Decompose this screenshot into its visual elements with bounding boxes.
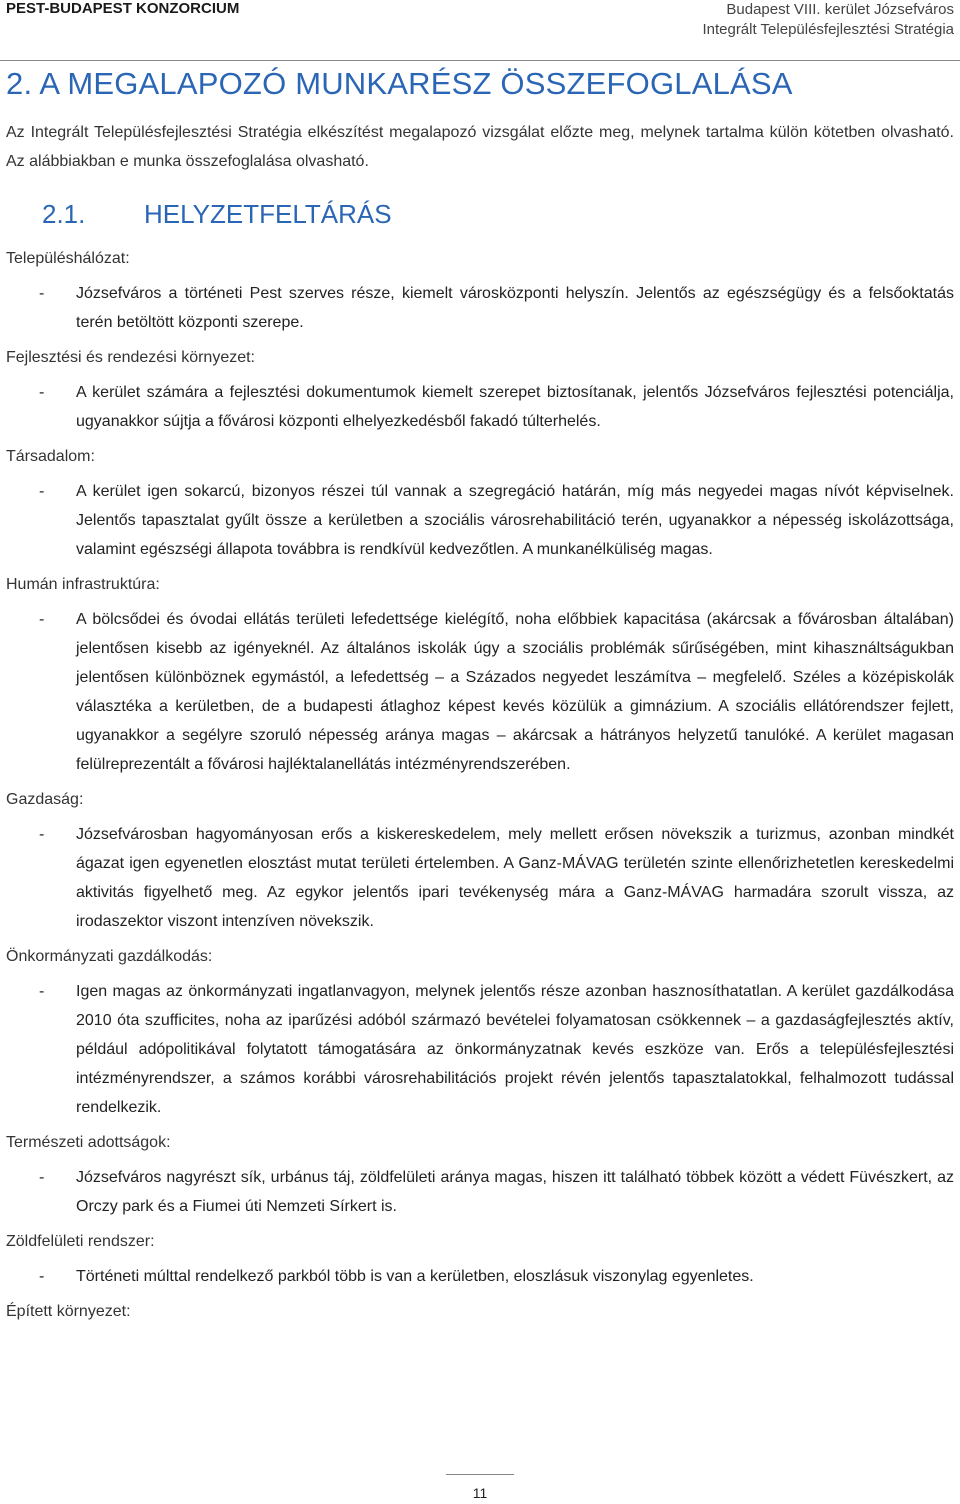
- section-bullet: [6, 378, 954, 436]
- section-label: Társadalom:: [6, 448, 95, 465]
- bullet-dash: -: [39, 285, 45, 302]
- bullet-text: Józsefvárosban hagyományosan erős a kiskereskedelem, mely mellett erősen növekszik a turizmus, azonban mindkét ágazat igen egyenetlen elosztást mutat területi értelemben. A Ganz-MÁVAG területén szinte ellenőrizhetetlen kereskedelmi aktivitás figyelhető meg. Az egykor jelentős ipari tevékenység mára a Ganz-MÁVAG harmadára szorult vissza, az irodaszektor viszont intenzíven növekszik.: [76, 826, 954, 930]
- header-document-info: [702, 0, 954, 40]
- section-label: Önkormányzati gazdálkodás:: [6, 948, 213, 965]
- bullet-dash: -: [39, 384, 45, 401]
- subsection-number: 2.1.: [42, 199, 86, 229]
- page-number: 11: [472, 1485, 488, 1501]
- bullet-dash: -: [39, 1169, 45, 1186]
- intro-paragraph: Az Integrált Településfejlesztési Stratégia elkészítést megalapozó vizsgálat előzte meg, melynek tartalma külön kötetben olvasható. Az alábbiakban e munka összefoglalása olvasható.: [6, 124, 954, 170]
- section-bullet: [6, 605, 954, 779]
- section-label: Gazdaság:: [6, 791, 84, 808]
- section-label: Zöldfelületi rendszer:: [6, 1233, 155, 1250]
- header-district: Budapest VIII. kerület Józsefváros: [726, 1, 954, 18]
- subsection-heading: [42, 199, 392, 230]
- section-list: [6, 244, 954, 1332]
- bullet-text: A bölcsődei és óvodai ellátás területi lefedettsége kielégítő, noha előbbiek kapacitása (akárcsak a fővárosban általában) jelentősen kisebb az igényeknél. Az általános iskolák úgy a szociális problémák sűrűségében, mint kihasználtságukban jelentősen különböznek egymástól, a lefedettség – a Százados negyedet leszámítva – megfelelő. Széles a középiskolák választéka a kerületben, de a budapesti átlaghoz képest kevés közülük a gimnázium. A szociális ellátórendszer fejlett, ugyanakkor a segélyre szoruló népesség aránya magas – akárcsak a hátrányos helyzetű tanulóké. A kerület magasan felülreprezentált a fővárosi hajléktalanellátás intézményrendszerében.: [76, 611, 954, 773]
- bullet-dash: -: [39, 611, 45, 628]
- section-label: Épített környezet:: [6, 1303, 131, 1320]
- bullet-text: Igen magas az önkormányzati ingatlanvagyon, melynek jelentős része azonban hasznosíthatatlan. A kerület gazdálkodása 2010 óta szufficites, noha az iparűzési adóból származó bevételei folyamatosan csökkennek – a gazdaságfejlesztés aktív, például adópolitikával folytatott támogatására az önkormányzatnak kevés eszköze van. Erős a településfejlesztési intézményrendszer, a számos korábbi városrehabilitációs projekt révén jelentős tapasztalatokkal, felhalmozott tudással rendelkezik.: [76, 983, 954, 1116]
- bullet-text: Józsefváros nagyrészt sík, urbánus táj, zöldfelületi aránya magas, hiszen itt található többek között a védett Füvészkert, az Orczy park és a Fiumei úti Nemzeti Sírkert is.: [76, 1169, 954, 1215]
- section-bullet: [6, 820, 954, 936]
- header-divider: [0, 60, 960, 61]
- bullet-dash: -: [39, 983, 45, 1000]
- section-bullet: [6, 279, 954, 337]
- section-bullet: [6, 477, 954, 564]
- section-bullet: [6, 977, 954, 1122]
- header-strategy: Integrált Településfejlesztési Stratégia: [702, 21, 954, 38]
- section-label: Településhálózat:: [6, 250, 130, 267]
- bullet-dash: -: [39, 1268, 45, 1285]
- bullet-dash: -: [39, 826, 45, 843]
- bullet-text: A kerület igen sokarcú, bizonyos részei túl vannak a szegregáció határán, míg más negyedei magas nívót képviselnek. Jelentős tapasztalat gyűlt össze a kerületben a szociális városrehabilitáció terén, ugyanakkor a népesség iskolázottsága, valamint egészségi állapota továbbra is rendkívül kedvezőtlen. A munkanélküliség magas.: [76, 483, 954, 558]
- section-bullet: [6, 1262, 954, 1291]
- bullet-dash: -: [39, 483, 45, 500]
- header-organization: PEST-BUDAPEST KONZORCIUM: [6, 0, 240, 17]
- chapter-title: 2. A MEGALAPOZÓ MUNKARÉSZ ÖSSZEFOGLALÁSA: [6, 66, 793, 101]
- bullet-text: Józsefváros a történeti Pest szerves része, kiemelt városközponti helyszín. Jelentős az egészségügy és a felsőoktatás terén betöltött központi szerepe.: [76, 285, 954, 331]
- footer-divider: [446, 1474, 514, 1475]
- section-label: Fejlesztési és rendezési környezet:: [6, 349, 255, 366]
- section-label: Humán infrastruktúra:: [6, 576, 160, 593]
- bullet-text: A kerület számára a fejlesztési dokumentumok kiemelt szerepet biztosítanak, jelentős Józsefváros fejlesztési potenciálja, ugyanakkor sújtja a fővárosi központi elhelyezkedésből fakadó túlterhelés.: [76, 384, 954, 430]
- bullet-text: Történeti múlttal rendelkező parkból több is van a kerületben, eloszlásuk viszonylag egyenletes.: [76, 1268, 754, 1285]
- section-label: Természeti adottságok:: [6, 1134, 171, 1151]
- section-bullet: [6, 1163, 954, 1221]
- subsection-title: HELYZETFELTÁRÁS: [144, 199, 392, 229]
